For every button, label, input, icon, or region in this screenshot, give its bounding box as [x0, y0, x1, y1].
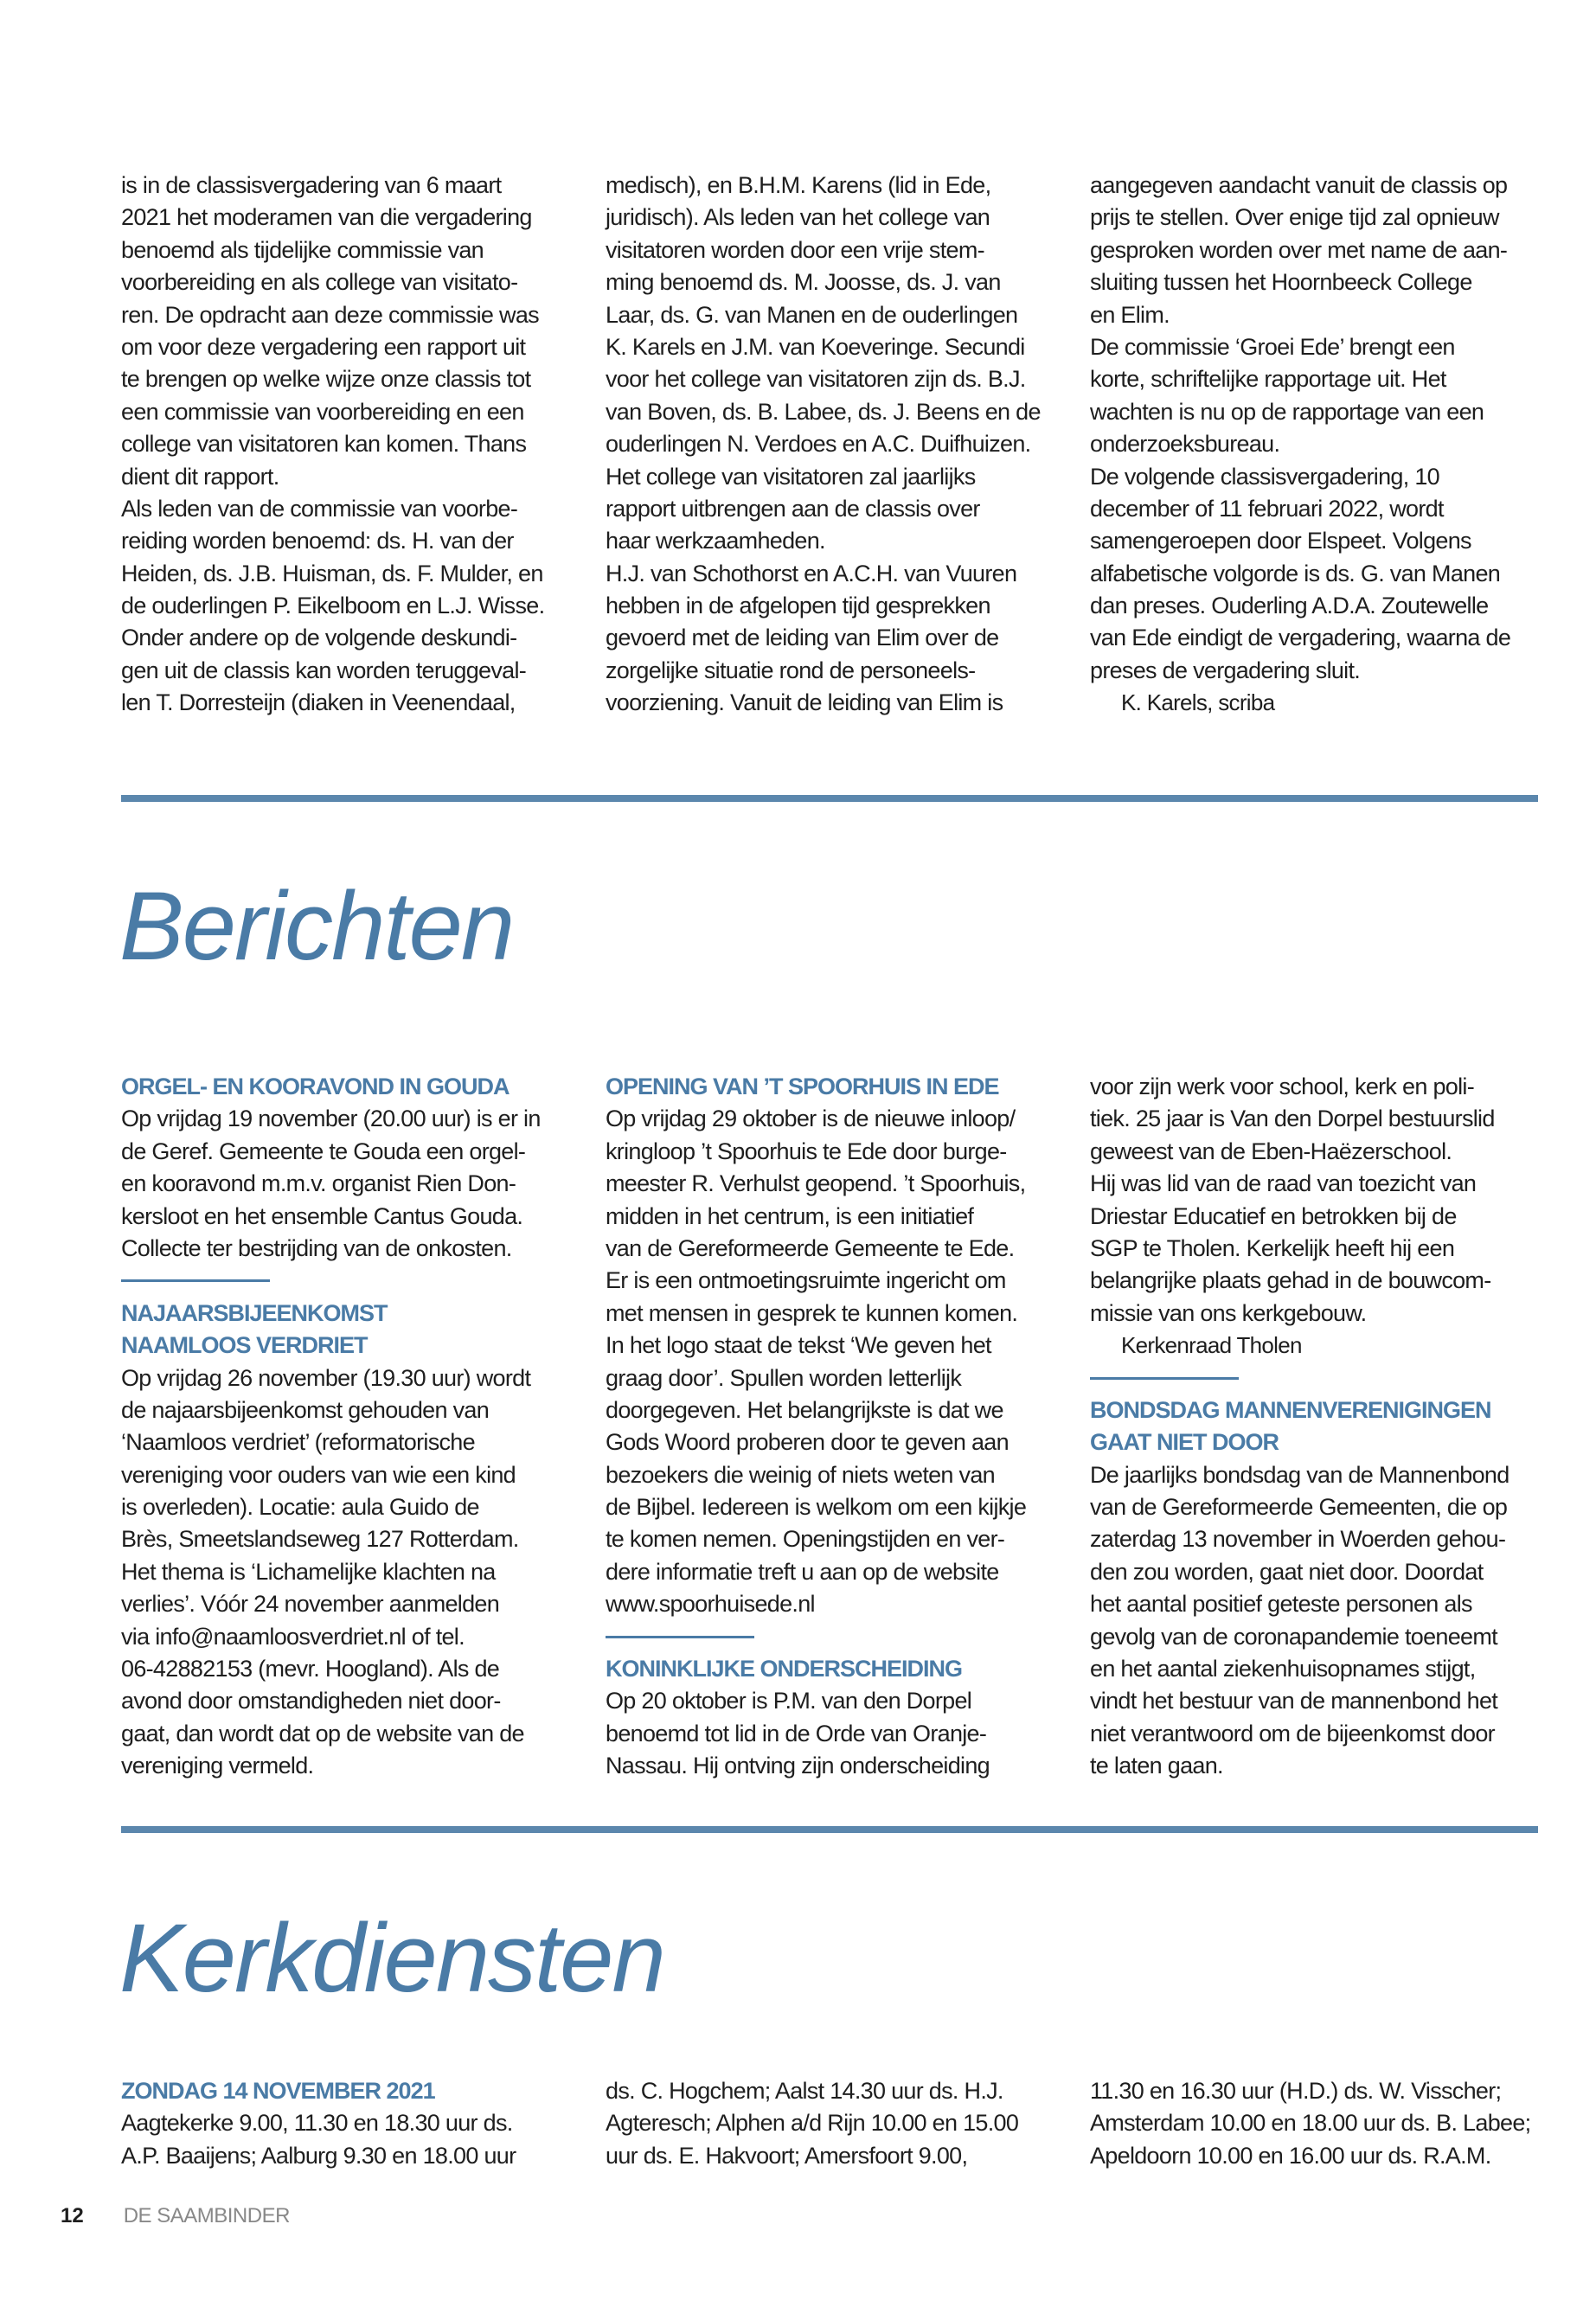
text-line: van Ede eindigt de vergadering, waarna de — [1090, 625, 1511, 651]
text-line: missie van ons kerkgebouw. — [1090, 1299, 1367, 1326]
text-line: Nassau. Hij ontving zijn onderscheiding — [606, 1753, 990, 1779]
text-line: uur ds. E. Hakvoort; Amersfoort 9.00, — [606, 2142, 968, 2169]
top-column-1 — [121, 170, 580, 720]
section-title-berichten: Berichten — [119, 872, 514, 980]
section-title-kerkdiensten: Kerkdiensten — [119, 1904, 664, 2012]
text-line: hebben in de afgelopen tijd gesprekken — [606, 593, 990, 619]
text-line: te laten gaan. — [1090, 1753, 1223, 1779]
text-line: graag door’. Spullen worden letterlijk — [606, 1364, 962, 1391]
top-column-2 — [606, 170, 1064, 720]
article-heading: GAAT NIET DOOR — [1090, 1429, 1279, 1456]
magazine-name: DE SAAMBINDER — [123, 2204, 290, 2227]
text-line: SGP te Tholen. Kerkelijk heeft hij een — [1090, 1234, 1455, 1261]
kerkdiensten-column-1 — [121, 2075, 580, 2172]
text-line: zaterdag 13 november in Woerden gehou- — [1090, 1526, 1506, 1553]
text-line: en het aantal ziekenhuisopnames stijgt, — [1090, 1656, 1476, 1682]
berichten-column-1 — [121, 1071, 580, 1783]
text-line: niet verantwoord om de bijeenkomst door — [1090, 1720, 1495, 1747]
article-heading: OPENING VAN ’T SPOORHUIS IN EDE — [606, 1074, 999, 1099]
text-line: www.spoorhuisede.nl — [606, 1591, 815, 1618]
text-line: sluiting tussen het Hoornbeeck College — [1090, 269, 1472, 296]
text-line: gevoerd met de leiding van Elim over de — [606, 625, 999, 651]
article-heading: BONDSDAG MANNENVERENIGINGEN — [1090, 1396, 1491, 1423]
text-line: benoemd tot lid in de Orde van Oranje- — [606, 1720, 987, 1747]
text-line: geweest van de Eben-Haëzerschool. — [1090, 1138, 1452, 1164]
text-line: Amsterdam 10.00 en 18.00 uur ds. B. Labee; — [1090, 2110, 1531, 2137]
text-line: midden in het centrum, is een initiatief — [606, 1202, 974, 1229]
text-line: Het thema is ‘Lichamelijke klachten na — [121, 1558, 496, 1585]
text-line: 06-42882153 (mevr. Hoogland). Als de — [121, 1656, 500, 1682]
text-line: ‘Naamloos verdriet’ (reformatorische — [121, 1429, 475, 1456]
text-line: voor zijn werk voor school, kerk en poli- — [1090, 1074, 1474, 1099]
text-line: kringloop ’t Spoorhuis te Ede door burge- — [606, 1138, 1007, 1164]
text-line: Hij was lid van de raad van toezicht van — [1090, 1170, 1477, 1197]
text-line: met mensen in gesprek te kunnen komen. — [606, 1299, 1018, 1326]
berichten-column-2 — [606, 1071, 1064, 1783]
text-line: belangrijke plaats gehad in de bouwcom- — [1090, 1267, 1491, 1294]
text-line: Heiden, ds. J.B. Huisman, ds. F. Mulder, en — [121, 560, 543, 586]
text-line: van de Gereformeerde Gemeenten, die op — [1090, 1494, 1508, 1521]
text-line: wachten is nu op de rapportage van een — [1090, 398, 1484, 425]
text-line: K. Karels en J.M. van Koeveringe. Secundi — [606, 333, 1025, 360]
text-line: rapport uitbrengen aan de classis over — [606, 495, 980, 522]
text-line: ming benoemd ds. M. Joosse, ds. J. van — [606, 269, 1001, 296]
text-line: ren. De opdracht aan deze commissie was — [121, 301, 539, 328]
text-line: Er is een ontmoetingsruimte ingericht om — [606, 1267, 1006, 1294]
top-column-3 — [1090, 170, 1548, 720]
text-line: A.P. Baaijens; Aalburg 9.30 en 18.00 uur — [121, 2142, 516, 2169]
article-separator — [606, 1621, 1064, 1653]
text-line: te brengen op welke wijze onze classis tot — [121, 366, 531, 393]
page-number: 12 — [61, 2204, 84, 2227]
text-line: ds. C. Hogchem; Aalst 14.30 uur ds. H.J. — [606, 2078, 1003, 2104]
signature: K. Karels, scriba — [1121, 689, 1275, 716]
article-heading: ZONDAG 14 NOVEMBER 2021 — [121, 2078, 435, 2104]
text-line: juridisch). Als leden van het college van — [606, 204, 990, 231]
text-line: gesproken worden over met name de aan- — [1090, 236, 1508, 263]
text-line: van Boven, ds. B. Labee, ds. J. Beens en de — [606, 398, 1041, 425]
text-line: Aagtekerke 9.00, 11.30 en 18.30 uur ds. — [121, 2110, 513, 2137]
text-line: Laar, ds. G. van Manen en de ouderlingen — [606, 301, 1018, 328]
text-line: gaat, dan wordt dat op de website van de — [121, 1720, 524, 1747]
text-line: reiding worden benoemd: ds. H. van der — [121, 528, 514, 554]
text-line: Op vrijdag 29 oktober is de nieuwe inloop/ — [606, 1106, 1016, 1132]
text-line: zorgelijke situatie rond de personeels- — [606, 657, 976, 683]
text-line: het aantal positief geteste personen als — [1090, 1591, 1472, 1618]
text-line: dient dit rapport. — [121, 463, 279, 490]
text-line: preses de vergadering sluit. — [1090, 657, 1361, 683]
text-line: en Elim. — [1090, 301, 1170, 328]
text-line: te komen nemen. Openingstijden en ver- — [606, 1526, 1005, 1553]
signature: Kerkenraad Tholen — [1121, 1332, 1302, 1359]
text-line: prijs te stellen. Over enige tijd zal opnieuw — [1090, 204, 1499, 231]
text-line: korte, schriftelijke rapportage uit. Het — [1090, 366, 1446, 393]
text-line: gevolg van de coronapandemie toeneemt — [1090, 1623, 1497, 1650]
text-line: doorgegeven. Het belangrijkste is dat we — [606, 1396, 1003, 1423]
text-line: avond door omstandigheden niet door- — [121, 1688, 501, 1715]
text-line: De jaarlijks bondsdag van de Mannenbond — [1090, 1461, 1509, 1488]
text-line: Als leden van de commissie van voorbe- — [121, 495, 518, 522]
text-line: kersloot en het ensemble Cantus Gouda. — [121, 1202, 523, 1229]
text-line: meester R. Verhulst geopend. ’t Spoorhuis, — [606, 1170, 1026, 1197]
section-divider — [121, 1826, 1538, 1833]
text-line: van de Gereformeerde Gemeente te Ede. — [606, 1234, 1015, 1261]
kerkdiensten-column-2 — [606, 2075, 1064, 2172]
article-heading: KONINKLIJKE ONDERSCHEIDING — [606, 1656, 963, 1682]
text-line: aangegeven aandacht vanuit de classis op — [1090, 172, 1508, 198]
text-line: den zou worden, gaat niet door. Doordat — [1090, 1558, 1484, 1585]
text-line: H.J. van Schothorst en A.C.H. van Vuuren — [606, 560, 1017, 586]
text-line: tiek. 25 jaar is Van den Dorpel bestuurslid — [1090, 1106, 1495, 1132]
text-line: alfabetische volgorde is ds. G. van Manen — [1090, 560, 1501, 586]
text-line: De volgende classisvergadering, 10 — [1090, 463, 1439, 490]
text-line: In het logo staat de tekst ‘We geven het — [606, 1332, 991, 1359]
article-separator — [1090, 1362, 1548, 1394]
text-line: Op 20 oktober is P.M. van den Dorpel — [606, 1688, 972, 1715]
text-line: voorbereiding en als college van visitato- — [121, 269, 518, 296]
text-line: de Geref. Gemeente te Gouda een orgel- — [121, 1138, 526, 1164]
article-separator — [121, 1265, 580, 1297]
text-line: is in de classisvergadering van 6 maart — [121, 172, 502, 198]
text-line: om voor deze vergadering een rapport uit — [121, 333, 526, 360]
kerkdiensten-column-3 — [1090, 2075, 1548, 2172]
berichten-column-3 — [1090, 1071, 1548, 1783]
text-line: bezoekers die weinig of niets weten van — [606, 1461, 995, 1488]
text-line: 11.30 en 16.30 uur (H.D.) ds. W. Visscher; — [1090, 2078, 1502, 2104]
text-line: en kooravond m.m.v. organist Rien Don- — [121, 1170, 516, 1197]
text-line: ouderlingen N. Verdoes en A.C. Duifhuizen. — [606, 431, 1031, 458]
text-line: Gods Woord proberen door te geven aan — [606, 1429, 1009, 1456]
text-line: gen uit de classis kan worden teruggeval- — [121, 657, 527, 683]
section-divider — [121, 795, 1538, 802]
text-line: 2021 het moderamen van die vergadering — [121, 204, 532, 231]
text-line: december of 11 februari 2022, wordt — [1090, 495, 1444, 522]
text-line: haar werkzaamheden. — [606, 528, 825, 554]
text-line: via info@naamloosverdriet.nl of tel. — [121, 1623, 465, 1650]
text-line: len T. Dorresteijn (diaken in Veenendaal, — [121, 689, 516, 716]
text-line: de ouderlingen P. Eikelboom en L.J. Wisse. — [121, 593, 545, 619]
text-line: de Bijbel. Iedereen is welkom om een kijkje — [606, 1494, 1027, 1521]
text-line: Driestar Educatief en betrokken bij de — [1090, 1202, 1457, 1229]
text-line: Brès, Smeetslandseweg 127 Rotterdam. — [121, 1526, 519, 1553]
text-line: is overleden). Locatie: aula Guido de — [121, 1494, 479, 1521]
text-line: Collecte ter bestrijding van de onkosten. — [121, 1234, 512, 1261]
text-line: verlies’. Vóór 24 november aanmelden — [121, 1591, 500, 1618]
text-line: onderzoeksbureau. — [1090, 431, 1280, 458]
text-line: vereniging vermeld. — [121, 1753, 314, 1779]
article-heading: NAJAARSBIJEENKOMST — [121, 1299, 388, 1326]
text-line: dere informatie treft u aan op de website — [606, 1558, 999, 1585]
article-heading: ORGEL- EN KOORAVOND IN GOUDA — [121, 1074, 510, 1099]
text-line: visitatoren worden door een vrije stem- — [606, 236, 984, 263]
text-line: Onder andere op de volgende deskundi- — [121, 625, 517, 651]
text-line: medisch), en B.H.M. Karens (lid in Ede, — [606, 172, 991, 198]
text-line: de najaarsbijeenkomst gehouden van — [121, 1396, 490, 1423]
text-line: De commissie ‘Groei Ede’ brengt een — [1090, 333, 1455, 360]
text-line: Op vrijdag 19 november (20.00 uur) is er in — [121, 1106, 541, 1132]
text-line: Op vrijdag 26 november (19.30 uur) wordt — [121, 1364, 531, 1391]
text-line: benoemd als tijdelijke commissie van — [121, 236, 484, 263]
text-line: college van visitatoren kan komen. Thans — [121, 431, 527, 458]
text-line: een commissie van voorbereiding en een — [121, 398, 524, 425]
text-line: vereniging voor ouders van wie een kind — [121, 1461, 516, 1488]
text-line: samengeroepen door Elspeet. Volgens — [1090, 528, 1471, 554]
text-line: Het college van visitatoren zal jaarlijks — [606, 463, 976, 490]
text-line: Apeldoorn 10.00 en 16.00 uur ds. R.A.M. — [1090, 2142, 1491, 2169]
article-heading: NAAMLOOS VERDRIET — [121, 1332, 368, 1359]
text-line: vindt het bestuur van de mannenbond het — [1090, 1688, 1498, 1715]
page-footer — [61, 2204, 290, 2228]
text-line: voor het college van visitatoren zijn ds. B.J. — [606, 366, 1026, 393]
text-line: voorziening. Vanuit de leiding van Elim is — [606, 689, 1003, 716]
text-line: Agteresch; Alphen a/d Rijn 10.00 en 15.00 — [606, 2110, 1019, 2137]
text-line: dan preses. Ouderling A.D.A. Zoutewelle — [1090, 593, 1489, 619]
